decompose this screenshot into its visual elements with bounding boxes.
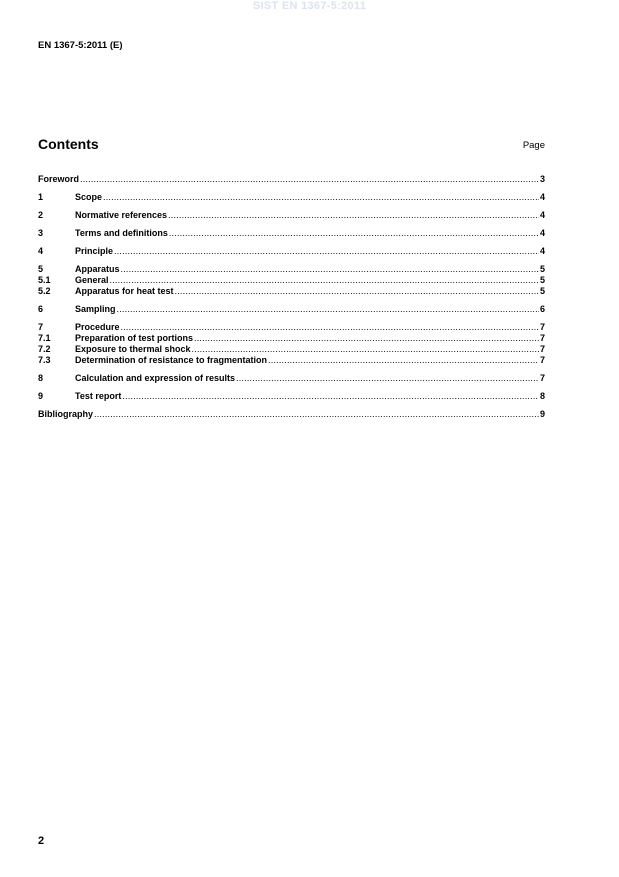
toc-dot-leader [122, 391, 539, 402]
table-of-contents [38, 174, 545, 420]
toc-entry[interactable] [38, 373, 545, 384]
toc-page: 5 [539, 264, 545, 274]
toc-dot-leader [194, 333, 539, 344]
toc-entry[interactable] [38, 391, 545, 402]
toc-number: 7.2 [38, 344, 51, 354]
page-number: 2 [38, 835, 45, 847]
toc-page: 7 [539, 333, 545, 343]
toc-title: Bibliography [38, 409, 94, 419]
toc-number: 9 [38, 391, 44, 401]
toc-dot-leader [121, 264, 539, 275]
toc-dot-leader [168, 210, 539, 221]
toc-title: Calculation and expression of results [75, 373, 236, 383]
toc-page: 7 [539, 373, 545, 383]
toc-entry[interactable] [38, 333, 545, 344]
toc-title: Determination of resistance to fragmentation [75, 355, 268, 365]
toc-page: 7 [539, 322, 545, 332]
toc-number: 7.1 [38, 333, 51, 343]
toc-page: 7 [539, 355, 545, 365]
toc-entry[interactable] [38, 344, 545, 355]
toc-title: Apparatus [75, 264, 120, 274]
toc-page: 8 [539, 391, 545, 401]
toc-title: Principle [75, 246, 114, 256]
toc-number: 6 [38, 304, 44, 314]
toc-number: 8 [38, 373, 44, 383]
toc-dot-leader [169, 228, 539, 239]
toc-dot-leader [175, 286, 539, 297]
toc-entry[interactable] [38, 192, 545, 203]
toc-entry[interactable] [38, 355, 545, 366]
toc-page: 4 [539, 192, 545, 202]
document-id: EN 1367-5:2011 (E) [38, 40, 123, 51]
toc-number: 3 [38, 228, 44, 238]
toc-page: 7 [539, 344, 545, 354]
contents-title: Contents [38, 136, 99, 152]
toc-page: 3 [539, 174, 545, 184]
toc-title: General [75, 275, 109, 285]
toc-entry[interactable] [38, 322, 545, 333]
toc-title: Foreword [38, 174, 80, 184]
toc-dot-leader [117, 304, 539, 315]
toc-entry[interactable] [38, 174, 545, 185]
toc-page: 6 [539, 304, 545, 314]
toc-number: 4 [38, 246, 44, 256]
toc-title: Apparatus for heat test [75, 286, 174, 296]
watermark: SIST EN 1367-5:2011 [252, 0, 367, 12]
toc-dot-leader [192, 344, 539, 355]
toc-title: Preparation of test portions [75, 333, 194, 343]
toc-entry[interactable] [38, 275, 545, 286]
toc-dot-leader [103, 192, 539, 203]
toc-page: 9 [539, 409, 545, 419]
toc-entry[interactable] [38, 228, 545, 239]
toc-entry[interactable] [38, 210, 545, 221]
toc-page: 4 [539, 228, 545, 238]
toc-number: 1 [38, 192, 44, 202]
toc-dot-leader [114, 246, 539, 257]
toc-page: 5 [539, 286, 545, 296]
toc-title: Exposure to thermal shock [75, 344, 191, 354]
toc-page: 4 [539, 210, 545, 220]
toc-number: 7 [38, 322, 44, 332]
toc-entry[interactable] [38, 286, 545, 297]
toc-page: 4 [539, 246, 545, 256]
toc-page: 5 [539, 275, 545, 285]
toc-dot-leader [80, 174, 539, 185]
toc-dot-leader [121, 322, 539, 333]
toc-dot-leader [110, 275, 539, 286]
toc-entry[interactable] [38, 246, 545, 257]
toc-title: Scope [75, 192, 103, 202]
toc-number: 2 [38, 210, 44, 220]
toc-dot-leader [268, 355, 539, 366]
toc-dot-leader [236, 373, 539, 384]
toc-title: Sampling [75, 304, 116, 314]
toc-title: Terms and definitions [75, 228, 168, 238]
toc-entry[interactable] [38, 409, 545, 420]
page-column-label: Page [522, 140, 545, 151]
toc-number: 5.1 [38, 275, 51, 285]
toc-number: 5 [38, 264, 44, 274]
toc-title: Normative references [75, 210, 168, 220]
toc-title: Test report [75, 391, 122, 401]
toc-dot-leader [94, 409, 539, 420]
toc-title: Procedure [75, 322, 120, 332]
toc-number: 7.3 [38, 355, 51, 365]
toc-entry[interactable] [38, 304, 545, 315]
toc-entry[interactable] [38, 264, 545, 275]
toc-number: 5.2 [38, 286, 51, 296]
